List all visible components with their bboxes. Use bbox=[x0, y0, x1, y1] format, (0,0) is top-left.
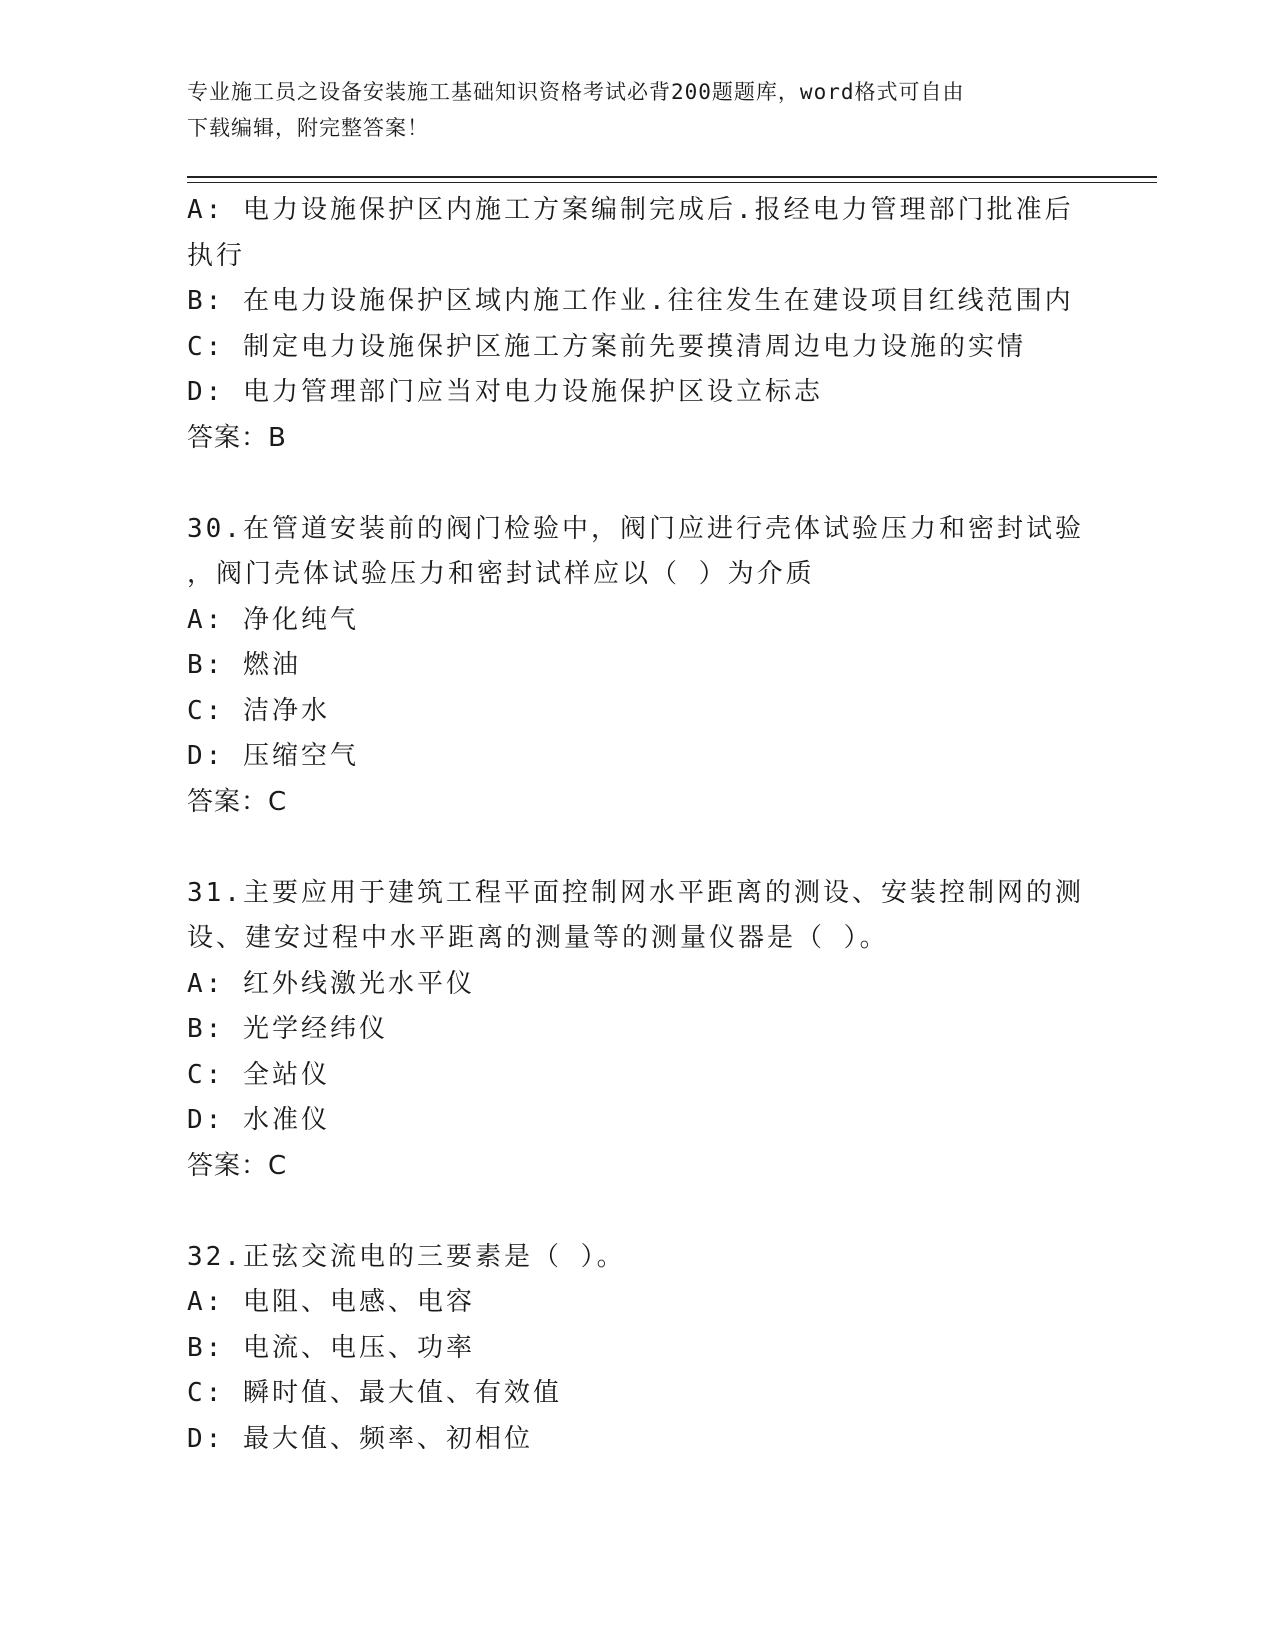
question-29 bbox=[187, 188, 1087, 461]
option-a-line-2: 执行 bbox=[187, 240, 246, 271]
header-divider-thick bbox=[187, 176, 1157, 178]
answer: 答案：C bbox=[187, 786, 288, 817]
question-list bbox=[187, 188, 1087, 1462]
spacer bbox=[187, 1189, 1087, 1235]
question-32 bbox=[187, 1235, 1087, 1463]
option-b: B: 光学经纬仪 bbox=[187, 1014, 388, 1044]
option-c: C: 瞬时值、最大值、有效值 bbox=[187, 1378, 562, 1408]
option-d: D: 最大值、频率、初相位 bbox=[187, 1423, 533, 1454]
spacer bbox=[187, 825, 1087, 871]
question-31 bbox=[187, 871, 1087, 1190]
option-d: D: 电力管理部门应当对电力设施保护区设立标志 bbox=[187, 377, 823, 407]
option-a: A: 净化纯气 bbox=[187, 604, 359, 635]
option-b: B: 燃油 bbox=[187, 650, 301, 680]
option-a-line-1: A: 电力设施保护区内施工方案编制完成后.报经电力管理部门批准后 bbox=[187, 195, 1074, 225]
header-line-1: 专业施工员之设备安装施工基础知识资格考试必背200题题库，word格式可自由 bbox=[187, 80, 965, 104]
spacer bbox=[187, 461, 1087, 507]
header-line-2: 下载编辑，附完整答案！ bbox=[187, 116, 429, 140]
question-stem-line-1: 30.在管道安装前的阀门检验中，阀门应进行壳体试验压力和密封试验 bbox=[187, 513, 1084, 544]
option-a: A: 红外线激光水平仪 bbox=[187, 968, 475, 999]
answer: 答案：C bbox=[187, 1150, 288, 1181]
option-c: C: 洁净水 bbox=[187, 695, 330, 726]
option-b: B: 在电力设施保护区域内施工作业.往往发生在建设项目红线范围内 bbox=[187, 286, 1074, 316]
header-divider-thin bbox=[187, 182, 1157, 183]
option-c: C: 制定电力设施保护区施工方案前先要摸清周边电力设施的实情 bbox=[187, 331, 1026, 362]
question-stem-line-2: ，阀门壳体试验压力和密封试样应以（ ）为介质 bbox=[187, 559, 815, 589]
option-a: A: 电阻、电感、电容 bbox=[187, 1287, 475, 1317]
question-30 bbox=[187, 507, 1087, 826]
question-stem-line-2: 设、建安过程中水平距离的测量等的测量仪器是（ ）。 bbox=[187, 923, 889, 953]
option-b: B: 电流、电压、功率 bbox=[187, 1332, 475, 1363]
answer: 答案：B bbox=[187, 422, 287, 453]
document-header bbox=[187, 74, 1087, 146]
question-stem-line-1: 31.主要应用于建筑工程平面控制网水平距离的测设、安装控制网的测 bbox=[187, 877, 1084, 908]
option-c: C: 全站仪 bbox=[187, 1059, 330, 1090]
option-d: D: 压缩空气 bbox=[187, 741, 359, 771]
option-d: D: 水准仪 bbox=[187, 1105, 330, 1135]
question-stem: 32.正弦交流电的三要素是（ ）。 bbox=[187, 1241, 626, 1272]
